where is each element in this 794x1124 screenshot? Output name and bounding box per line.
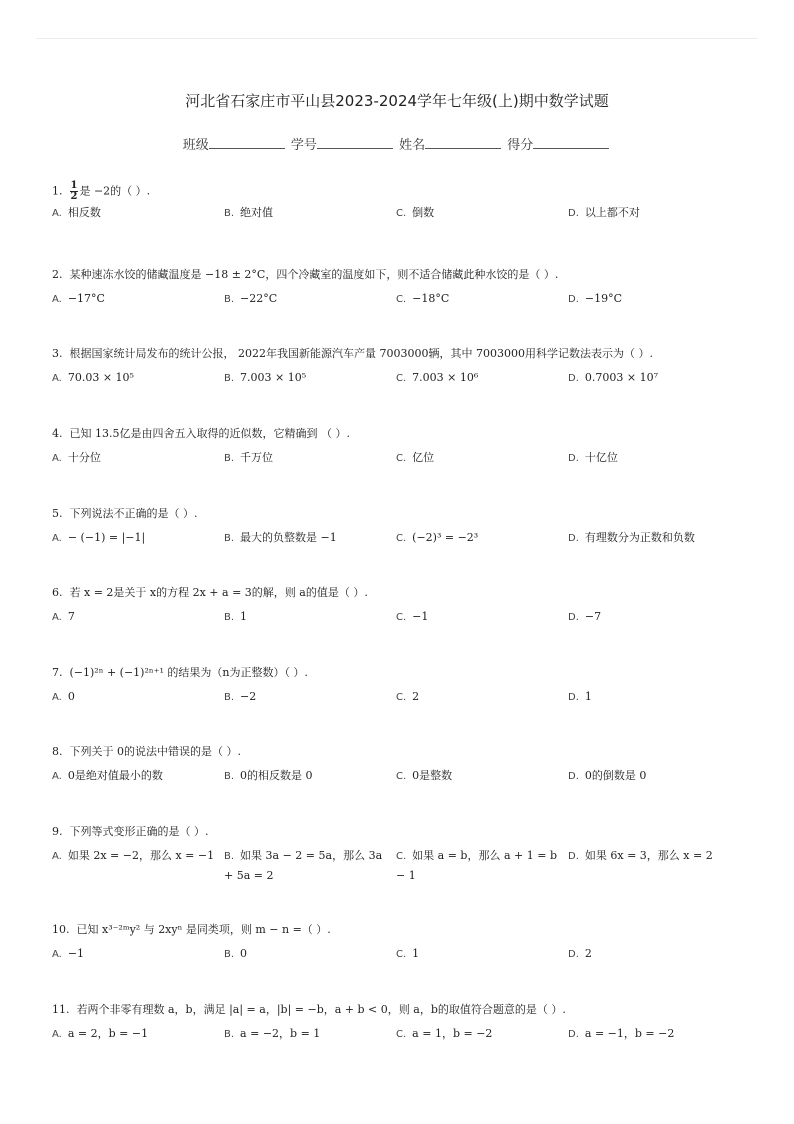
class-blank[interactable] bbox=[209, 136, 285, 149]
options bbox=[52, 448, 752, 482]
option-d[interactable]: D. 0.7003 × 10⁷ bbox=[568, 371, 658, 384]
question-text: 4. 已知 13.5亿是由四舍五入取得的近似数，它精确到 （ ）. bbox=[52, 427, 350, 440]
question-text: 9. 下列等式变形正确的是（ ）. bbox=[52, 825, 209, 838]
option-c[interactable]: C. a = 1，b = −2 bbox=[396, 1027, 493, 1040]
option-d[interactable]: D. 0的倒数是 0 bbox=[568, 769, 647, 782]
option-d[interactable]: D. 十亿位 bbox=[568, 451, 618, 464]
fraction: $\frac{1}{2}$ bbox=[70, 180, 78, 202]
question-text: 2. 某种速冻水饺的储藏温度是 −18 ± 2°C，四个冷藏室的温度如下，则不适合储藏此种水饺的是（ ）. bbox=[52, 268, 559, 281]
options bbox=[52, 368, 752, 402]
option-b[interactable]: B. 7.003 × 10⁵ bbox=[224, 371, 307, 384]
option-c[interactable]: C. 7.003 × 10⁶ bbox=[396, 371, 479, 384]
options bbox=[52, 203, 752, 237]
name-blank[interactable] bbox=[425, 136, 501, 149]
option-c[interactable]: C. 倒数 bbox=[396, 206, 435, 219]
question-text: 3. 根据国家统计局发布的统计公报， 2022年我国新能源汽车产量 7003000辆，其中 7003000用科学记数法表示为（ ）. bbox=[52, 347, 653, 360]
option-b[interactable]: B. 绝对值 bbox=[224, 206, 274, 219]
option-d[interactable]: D. 1 bbox=[568, 690, 592, 703]
option-a[interactable]: A. 0是绝对值最小的数 bbox=[52, 769, 163, 782]
option-a[interactable]: A. a = 2，b = −1 bbox=[52, 1027, 149, 1040]
question-text: 8. 下列关于 0的说法中错误的是（ ）. bbox=[52, 745, 241, 758]
option-a[interactable]: A. − (−1) = |−1| bbox=[52, 531, 146, 544]
question-text: 1. $\frac{1}{2}$ 是 −2的（ ）. bbox=[52, 180, 151, 202]
score-blank[interactable] bbox=[533, 136, 609, 149]
options bbox=[52, 1024, 752, 1058]
question-3 bbox=[52, 346, 752, 402]
option-b[interactable]: B. 0 bbox=[224, 947, 248, 960]
option-a[interactable]: A. −1 bbox=[52, 947, 85, 960]
options bbox=[52, 687, 752, 721]
option-b[interactable]: B. −22°C bbox=[224, 292, 278, 305]
question-2 bbox=[52, 267, 752, 323]
option-a[interactable]: A. 70.03 × 10⁵ bbox=[52, 371, 134, 384]
question-number: 11. bbox=[52, 1003, 70, 1016]
option-c[interactable]: C. 2 bbox=[396, 690, 420, 703]
option-d[interactable]: D. −7 bbox=[568, 610, 602, 623]
question-6 bbox=[52, 585, 752, 641]
option-a[interactable]: A. 相反数 bbox=[52, 206, 101, 219]
question-9 bbox=[52, 824, 752, 880]
question-text: 7. (−1)²ⁿ + (−1)²ⁿ⁺¹ 的结果为（n为正整数）（ ）. bbox=[52, 666, 308, 679]
option-b[interactable]: B. 千万位 bbox=[224, 451, 274, 464]
option-b[interactable]: B. 1 bbox=[224, 610, 248, 623]
option-b[interactable]: B. 0的相反数是 0 bbox=[224, 769, 313, 782]
question-number: 10. bbox=[52, 923, 70, 936]
question-text: 5. 下列说法不正确的是（ ）. bbox=[52, 507, 198, 520]
question-text: 11. 若两个非零有理数 a，b，满足 |a| = a，|b| = −b，a + b < 0，则 a，b的取值符合题意的是（ ）. bbox=[52, 1003, 566, 1016]
question-1 bbox=[52, 181, 752, 237]
option-c[interactable]: C. 0是整数 bbox=[396, 769, 453, 782]
option-c[interactable]: C. −18°C bbox=[396, 292, 450, 305]
option-c[interactable]: C. (−2)³ = −2³ bbox=[396, 531, 479, 544]
question-5 bbox=[52, 506, 752, 562]
options bbox=[52, 528, 752, 562]
option-d[interactable]: D. 如果 6x = 3，那么 x = 2 bbox=[568, 849, 713, 862]
question-4 bbox=[52, 426, 752, 482]
question-text: 10. 已知 x³⁻²ᵐy² 与 2xyⁿ 是同类项，则 m − n =（ ）. bbox=[52, 923, 331, 936]
options bbox=[52, 766, 752, 800]
question-8 bbox=[52, 744, 752, 800]
question-text: 6. 若 x = 2是关于 x的方程 2x + a = 3的解，则 a的值是（ ）. bbox=[52, 586, 368, 599]
option-c[interactable]: C. 亿位 bbox=[396, 451, 435, 464]
question-number: 2. bbox=[52, 268, 63, 281]
option-b[interactable]: B. 如果 3a − 2 = 5a，那么 3a + 5a = 2 bbox=[224, 849, 383, 882]
score-label: 得分 bbox=[507, 138, 534, 153]
question-10 bbox=[52, 922, 752, 978]
option-b[interactable]: B. −2 bbox=[224, 690, 257, 703]
options bbox=[52, 944, 752, 978]
option-d[interactable]: D. 2 bbox=[568, 947, 592, 960]
student-id-blank[interactable] bbox=[317, 136, 393, 149]
question-number: 7. bbox=[52, 666, 63, 679]
options bbox=[52, 607, 752, 641]
option-a[interactable]: A. 如果 2x = −2，那么 x = −1 bbox=[52, 849, 215, 862]
options bbox=[52, 289, 752, 323]
student-id-label: 学号 bbox=[290, 138, 317, 153]
options bbox=[52, 846, 752, 880]
page-top-divider bbox=[36, 38, 758, 39]
question-7 bbox=[52, 665, 752, 721]
option-b[interactable]: B. 最大的负整数是 −1 bbox=[224, 531, 337, 544]
option-d[interactable]: D. 有理数分为正数和负数 bbox=[568, 531, 695, 544]
option-a[interactable]: A. 7 bbox=[52, 610, 75, 623]
name-label: 姓名 bbox=[399, 138, 426, 153]
question-number: 5. bbox=[52, 507, 63, 520]
option-a[interactable]: A. −17°C bbox=[52, 292, 105, 305]
option-a[interactable]: A. 0 bbox=[52, 690, 75, 703]
option-c[interactable]: C. 如果 a = b，那么 a + 1 = b − 1 bbox=[396, 849, 557, 882]
option-d[interactable]: D. 以上都不对 bbox=[568, 206, 640, 219]
option-b[interactable]: B. a = −2，b = 1 bbox=[224, 1027, 321, 1040]
option-d[interactable]: D. −19°C bbox=[568, 292, 623, 305]
question-number: 4. bbox=[52, 427, 63, 440]
option-c[interactable]: C. 1 bbox=[396, 947, 420, 960]
question-number: 1. bbox=[52, 184, 63, 198]
student-info-line bbox=[0, 134, 794, 153]
question-number: 6. bbox=[52, 586, 63, 599]
page-title: 河北省石家庄市平山县2023-2024学年七年级(上)期中数学试题 bbox=[185, 92, 609, 110]
question-11 bbox=[52, 1002, 752, 1058]
option-c[interactable]: C. −1 bbox=[396, 610, 429, 623]
question-number: 3. bbox=[52, 347, 63, 360]
option-d[interactable]: D. a = −1，b = −2 bbox=[568, 1027, 675, 1040]
class-label: 班级 bbox=[182, 138, 209, 153]
option-a[interactable]: A. 十分位 bbox=[52, 451, 101, 464]
question-number: 9. bbox=[52, 825, 63, 838]
question-number: 8. bbox=[52, 745, 63, 758]
